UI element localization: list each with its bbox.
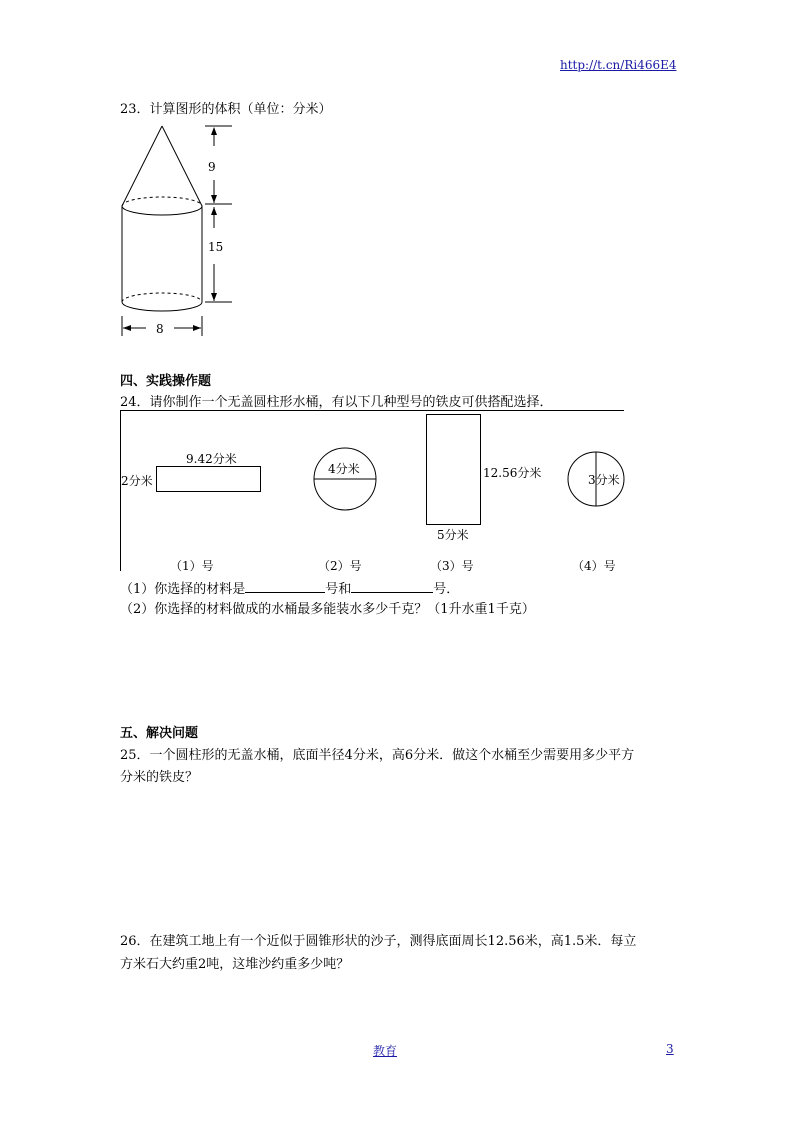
bottom-ellipse-back <box>122 293 202 302</box>
question-23-text: 23．计算图形的体积（单位：分米） <box>120 102 332 117</box>
sheet-1-width-label: 9.42分米 <box>186 452 237 466</box>
question-25-line-2: 分米的铁皮？ <box>120 770 199 785</box>
section-5-title: 五、解决问题 <box>120 726 199 741</box>
dim-cylinder-height: 15 <box>208 240 224 254</box>
bottom-ellipse-front <box>122 302 202 311</box>
answer-blank-2[interactable] <box>351 579 433 593</box>
question-24-text: 24．请你制作一个无盖圆柱形水桶，有以下几种型号的铁皮可供搭配选择． <box>120 395 553 410</box>
question-25-line-1: 25．一个圆柱形的无盖水桶，底面半径4分米，高6分米．做这个水桶至少需要用多少平方 <box>120 748 635 763</box>
sheet-2-circle <box>312 446 378 512</box>
sheet-2-diameter-label: 4分米 <box>328 462 360 476</box>
sheet-1-rectangle <box>156 466 261 492</box>
question-24-sub-1: （1）你选择的材料是 号和 号． <box>120 578 459 597</box>
section-4-title: 四、实践操作题 <box>120 374 212 389</box>
top-ellipse-back <box>122 197 202 206</box>
sheet-3-width-label: 5分米 <box>437 528 469 542</box>
question-26-line-2: 方米石大约重2吨，这堆沙约重多少吨？ <box>120 957 350 972</box>
cone-left-edge <box>122 126 162 206</box>
header-url-link[interactable]: http://t.cn/Ri466E4 <box>560 58 677 72</box>
sheet-3-caption: （3）号 <box>430 559 474 573</box>
dim-cone-height: 9 <box>208 160 216 174</box>
answer-blank-1[interactable] <box>245 579 325 593</box>
sheet-3-height-label: 12.56分米 <box>483 466 542 480</box>
cone-cylinder-figure <box>110 118 250 343</box>
footer-link[interactable]: 教育 <box>373 1044 398 1058</box>
dim-diameter: 8 <box>156 322 164 336</box>
cone-right-edge <box>162 126 202 206</box>
sheet-2-caption: （2）号 <box>318 559 362 573</box>
sheet-4-diameter-label: 3分米 <box>588 473 620 487</box>
top-ellipse-front <box>122 206 202 215</box>
page-number: 3 <box>666 1042 674 1056</box>
sheet-3-rectangle <box>426 414 481 525</box>
question-26-line-1: 26．在建筑工地上有一个近似于圆锥形状的沙子，测得底面周长12.56米，高1.5米．每立 <box>120 934 637 949</box>
sheet-4-caption: （4）号 <box>572 559 616 573</box>
question-24-sub-2: （2）你选择的材料做成的水桶最多能装水多少千克？（1升水重1千克） <box>120 602 535 617</box>
sheet-1-height-label: 2分米 <box>121 474 153 488</box>
sheet-1-caption: （1）号 <box>170 559 214 573</box>
